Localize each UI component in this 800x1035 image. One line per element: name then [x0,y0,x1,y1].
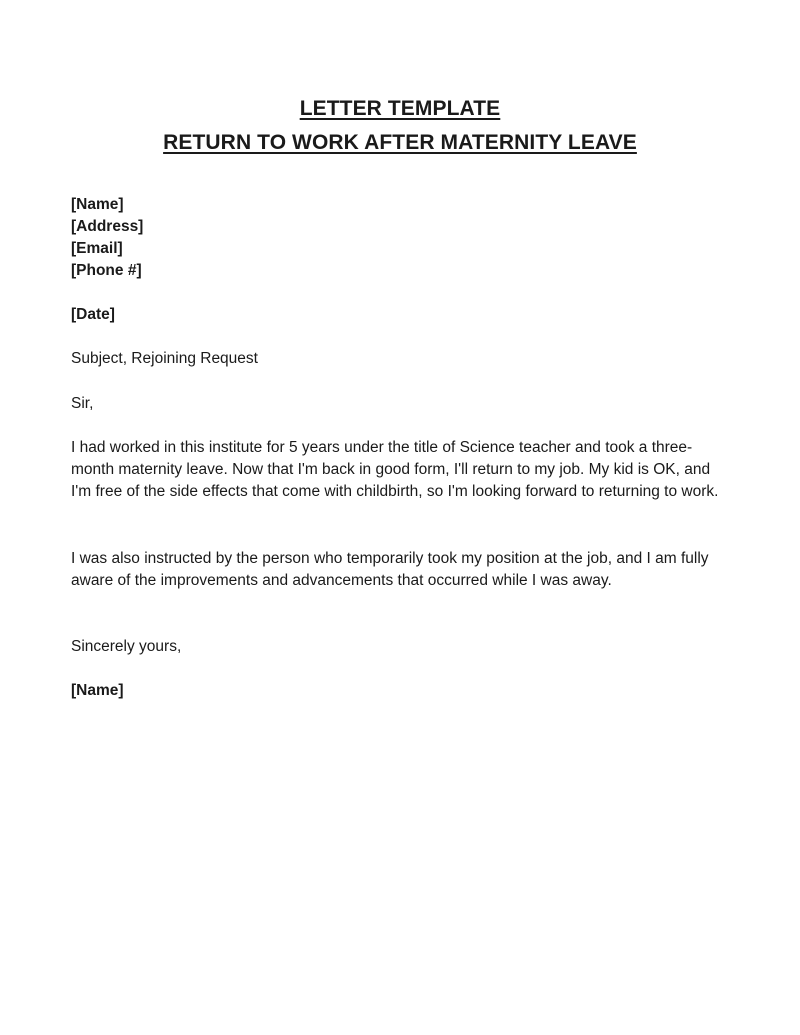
sender-name: [Name] [71,196,124,213]
document-title: LETTER TEMPLATE [299,97,501,120]
sender-block [71,194,731,282]
letter-subject: Subject, Rejoining Request [71,350,258,367]
letter-closing: Sincerely yours, [71,638,182,655]
signature-name: [Name] [71,682,124,699]
letter-date: [Date] [71,306,115,323]
letter-salutation: Sir, [71,395,94,412]
body-paragraph-2: I was also instructed by the person who temporarily took my position at the job, and I am fully aware of the improvements and advancements that occurred while I was away. [71,550,709,589]
body-paragraph-1: I had worked in this institute for 5 years under the title of Science teacher and took a three-month maternity leave. Now that I'm back in good form, I'll return to my job. My kid is OK, and I'm free of the side effects that come with childbirth, so I'm looking forward to returning to work. [71,439,719,500]
sender-address: [Address] [71,218,144,235]
sender-phone: [Phone #] [71,262,142,279]
sender-email: [Email] [71,240,123,257]
document-subtitle: RETURN TO WORK AFTER MATERNITY LEAVE [163,131,637,154]
